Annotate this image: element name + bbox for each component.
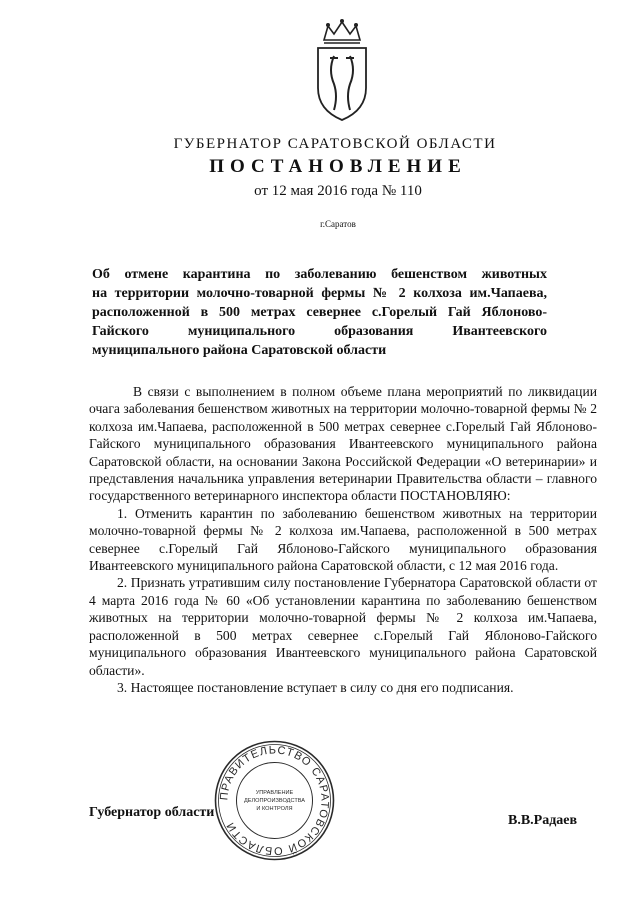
document-subject [92, 265, 547, 360]
stamp-center-line: УПРАВЛЕНИЕ [255, 790, 294, 796]
subject-line: Об отмене карантина по заболеванию бешенством животных [92, 267, 547, 282]
subject-line: муниципального района Саратовской области [92, 343, 387, 358]
document-body [89, 383, 597, 696]
preamble-paragraph: В связи с выполнением в полном объеме плана мероприятий по ликвидации очага заболевания бешенством животных на территории молочно-товарной фермы № 2 колхоза им.Чапаева, расположенной в 500 метрах севернее с.Горелый Гай Яблоново-Гайского муниципального образования Ивантеевского муниципального района Саратовской области, на основании Закона Российской Федерации «О ветеринарии» и представления начальника управления ветеринарии Правительства области – главного государственного ветеринарного инспектора области ПОСТАНОВЛЯЮ: [89, 384, 597, 504]
item-1-paragraph: 1. Отменить карантин по заболеванию бешенством животных на территории молочно-товарной фермы № 2 колхоза им.Чапаева, расположенной в 500 метрах севернее с.Горелый Гай Яблоново-Гайского муниципального образования Ивантеевского муниципального района Саратовской области, с 12 мая 2016 года. [89, 505, 597, 574]
stamp-ring-text: ПРАВИТЕЛЬСТВО САРАТОВСКОЙ ОБЛАСТИ [218, 744, 331, 857]
signature-title: Губернатор области [89, 805, 215, 820]
subject-line: расположенной в 500 метрах севернее с.Горелый Гай Яблоново- [92, 305, 547, 320]
stamp-center-line: И КОНТРОЛЯ [256, 806, 293, 812]
official-stamp [212, 738, 337, 863]
document-place: г.Саратов [320, 219, 356, 229]
coat-of-arms-icon [304, 18, 380, 126]
document-date-number: от 12 мая 2016 года № 110 [254, 183, 422, 199]
signature-name: В.В.Радаев [508, 813, 578, 828]
stamp-center-line: ДЕЛОПРОИЗВОДСТВА [243, 798, 306, 804]
document-type: ПОСТАНОВЛЕНИЕ [209, 156, 467, 177]
issuing-authority: ГУБЕРНАТОР САРАТОВСКОЙ ОБЛАСТИ [173, 136, 497, 152]
item-3-paragraph: 3. Настоящее постановление вступает в силу со дня его подписания. [117, 679, 514, 695]
subject-line: на территории молочно-товарной фермы № 2 колхоза им.Чапаева, [92, 286, 547, 301]
subject-line: Гайского муниципального образования Ивантеевского [92, 324, 547, 339]
item-2-paragraph: 2. Признать утратившим силу постановление Губернатора Саратовской области от 4 марта 2016 года № 60 «Об установлении карантина по заболеванию бешенством животных на территории молочно-товарной фермы № 2 колхоза им.Чапаева, расположенной в 500 метрах севернее с.Горелый Гай Яблоново-Гайского муниципального образования Ивантеевского муниципального района Саратовской области». [89, 575, 597, 678]
